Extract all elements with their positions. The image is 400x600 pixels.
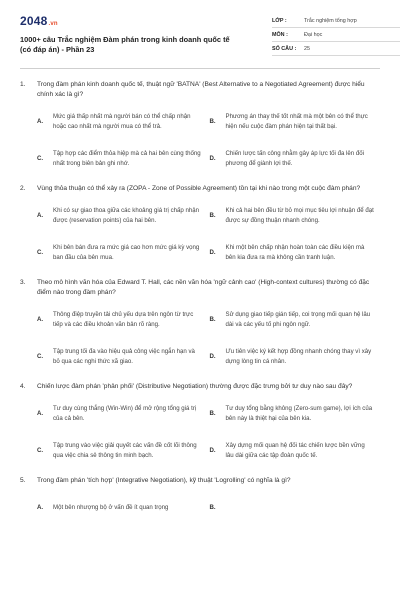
answer-option-a[interactable] — [37, 107, 210, 137]
answer-option-a[interactable] — [37, 399, 210, 429]
option-row — [37, 436, 382, 466]
question-number: 5. — [20, 477, 26, 484]
document-header — [20, 14, 390, 62]
option-row — [37, 144, 382, 174]
question-item — [20, 80, 382, 174]
question-text: Vùng thỏa thuận có thể xảy ra (ZOPA - Zone of Possible Agreement) tồn tại khi nào trong một cuộc đàm phán? — [37, 185, 361, 192]
option-letter: C. — [37, 155, 44, 163]
logo-main: 2048 — [20, 14, 48, 28]
option-letter: D. — [209, 249, 216, 257]
option-letter: B. — [209, 410, 216, 418]
option-row — [37, 493, 382, 523]
option-letter: D. — [209, 155, 216, 163]
question-text: Trong đàm phán 'tích hợp' (Integrative Negotiation), kỹ thuật 'Logrolling' có nghĩa là gì? — [37, 477, 291, 484]
answer-options — [20, 305, 382, 372]
option-text: Tập trung tối đa vào hiệu quả công việc ngắn hạn và bỏ qua các nghi thức xã giao. — [53, 348, 195, 365]
option-text: Chiến lược tấn công nhằm gây áp lực tối đa lên đối phương để giành lợi thế. — [225, 150, 365, 167]
option-letter: C. — [37, 249, 44, 257]
answer-option-a[interactable] — [37, 201, 210, 231]
meta-row-count — [272, 42, 400, 56]
meta-row-subject — [272, 28, 400, 42]
option-letter: A. — [37, 316, 44, 324]
question-item — [20, 382, 382, 466]
question-stem — [20, 184, 382, 194]
answer-option-b[interactable] — [210, 305, 383, 335]
option-row — [37, 238, 382, 268]
option-text: Tập hợp các điểm thỏa hiệp mà cả hai bên cùng thống nhất trong biên bản ghi nhớ. — [53, 150, 201, 167]
answer-option-b[interactable] — [210, 493, 383, 523]
option-letter: D. — [209, 447, 216, 455]
option-letter: D. — [209, 353, 216, 361]
question-item — [20, 476, 382, 523]
option-text: Khi một bên chấp nhận hoàn toàn các điều kiện mà bên kia đưa ra mà không cần tranh luận. — [225, 244, 365, 261]
meta-table — [272, 14, 400, 56]
document-title: 1000+ câu Trắc nghiệm Đàm phán trong kinh doanh quốc tế (có đáp án) - Phần 23 — [20, 35, 230, 54]
option-text: Tập trung vào việc giải quyết các vấn đề cốt lõi thông qua việc chia sẻ thông tin minh bạch. — [53, 442, 197, 459]
option-row — [37, 399, 382, 429]
answer-option-c[interactable] — [37, 144, 210, 174]
question-item — [20, 278, 382, 372]
option-text: Thông điệp truyền tải chủ yếu dựa trên ngôn từ trực tiếp và các điều khoản văn bản rõ ràng. — [53, 311, 194, 328]
meta-value: Đại học — [304, 32, 323, 38]
question-stem — [20, 382, 382, 392]
option-row — [37, 107, 382, 137]
site-logo[interactable] — [20, 14, 58, 28]
option-text: Một bên nhượng bộ ở vấn đề ít quan trọng — [53, 504, 169, 512]
answer-option-c[interactable] — [37, 436, 210, 466]
meta-row-class — [272, 14, 400, 28]
option-text: Khi bên bán đưa ra mức giá cao hơn mức giá kỳ vọng ban đầu của bên mua. — [53, 244, 200, 261]
answer-option-b[interactable] — [210, 201, 383, 231]
meta-value: 25 — [304, 46, 310, 52]
answer-option-a[interactable] — [37, 493, 210, 523]
option-letter: A. — [37, 118, 44, 126]
option-text: Sử dụng giao tiếp gián tiếp, coi trọng mối quan hệ lâu dài và các yếu tố phi ngôn ngữ. — [225, 311, 371, 328]
option-letter: B. — [209, 212, 216, 220]
option-row — [37, 342, 382, 372]
question-number: 4. — [20, 383, 26, 390]
answer-options — [20, 493, 382, 523]
option-letter: A. — [37, 410, 44, 418]
option-letter: A. — [37, 504, 44, 512]
answer-options — [20, 399, 382, 466]
question-number: 3. — [20, 279, 26, 286]
option-text: Khi có sự giao thoa giữa các khoảng giá trị chấp nhận được (reservation points) của hai bên. — [53, 207, 200, 224]
answer-option-a[interactable] — [37, 305, 210, 335]
answer-option-d[interactable] — [210, 436, 383, 466]
answer-options — [20, 201, 382, 268]
answer-option-b[interactable] — [210, 399, 383, 429]
answer-option-c[interactable] — [37, 342, 210, 372]
option-text: Tư duy tổng bằng không (Zero-sum game), lợi ích của bên này là thiệt hại của bên kia. — [225, 405, 373, 422]
question-list — [20, 80, 382, 533]
question-text: Trong đàm phán kinh doanh quốc tế, thuật ngữ 'BATNA' (Best Alternative to a Negotiated Agreement) được hiểu chính xác là gì? — [37, 81, 365, 98]
meta-key: LỚP : — [272, 18, 287, 24]
option-text: Phương án thay thế tốt nhất mà một bên có thể thực hiện nếu cuộc đàm phán hiện tại thất bại. — [225, 113, 368, 130]
option-text: Mức giá thấp nhất mà người bán có thể chấp nhận hoặc cao nhất mà người mua có thể trả. — [53, 113, 191, 130]
question-number: 1. — [20, 81, 26, 88]
question-text: Chiến lược đàm phán 'phân phối' (Distributive Negotiation) thường được đặc trưng bởi tư duy nào sau đây? — [37, 383, 353, 390]
question-text: Theo mô hình văn hóa của Edward T. Hall, các nền văn hóa 'ngữ cảnh cao' (High-context cultures) thường có đặc điểm nào trong đàm phán? — [37, 279, 370, 296]
option-letter: A. — [37, 212, 44, 220]
option-letter: B. — [209, 316, 216, 324]
answer-option-b[interactable] — [210, 107, 383, 137]
option-letter: B. — [209, 504, 216, 512]
option-text: Xây dựng mối quan hệ đối tác chiến lược bền vững lâu dài giữa các tập đoàn quốc tế. — [225, 442, 365, 459]
option-letter: B. — [209, 118, 216, 126]
option-text: Tư duy cùng thắng (Win-Win) để mở rộng tổng giá trị của cả bên. — [53, 405, 197, 422]
option-text: Ưu tiên việc ký kết hợp đồng nhanh chóng thay vì xây dựng lòng tin cá nhân. — [225, 348, 372, 365]
question-stem — [20, 278, 382, 298]
option-text: Khi cả hai bên đều từ bỏ mọi mục tiêu lợi nhuận để đạt được sự đồng thuận nhanh chóng. — [225, 207, 374, 224]
question-item — [20, 184, 382, 268]
option-letter: C. — [37, 447, 44, 455]
logo-suffix: .vn — [48, 21, 58, 27]
answer-options — [20, 107, 382, 174]
question-number: 2. — [20, 185, 26, 192]
option-letter: C. — [37, 353, 44, 361]
meta-key: MÔN : — [272, 32, 288, 38]
question-stem — [20, 80, 382, 100]
option-row — [37, 201, 382, 231]
answer-option-d[interactable] — [210, 144, 383, 174]
answer-option-d[interactable] — [210, 342, 383, 372]
answer-option-c[interactable] — [37, 238, 210, 268]
meta-value: Trắc nghiệm tổng hợp — [304, 18, 357, 24]
meta-key: SỐ CÂU : — [272, 46, 297, 52]
option-row — [37, 305, 382, 335]
header-divider — [20, 68, 380, 69]
question-stem — [20, 476, 382, 486]
answer-option-d[interactable] — [210, 238, 383, 268]
